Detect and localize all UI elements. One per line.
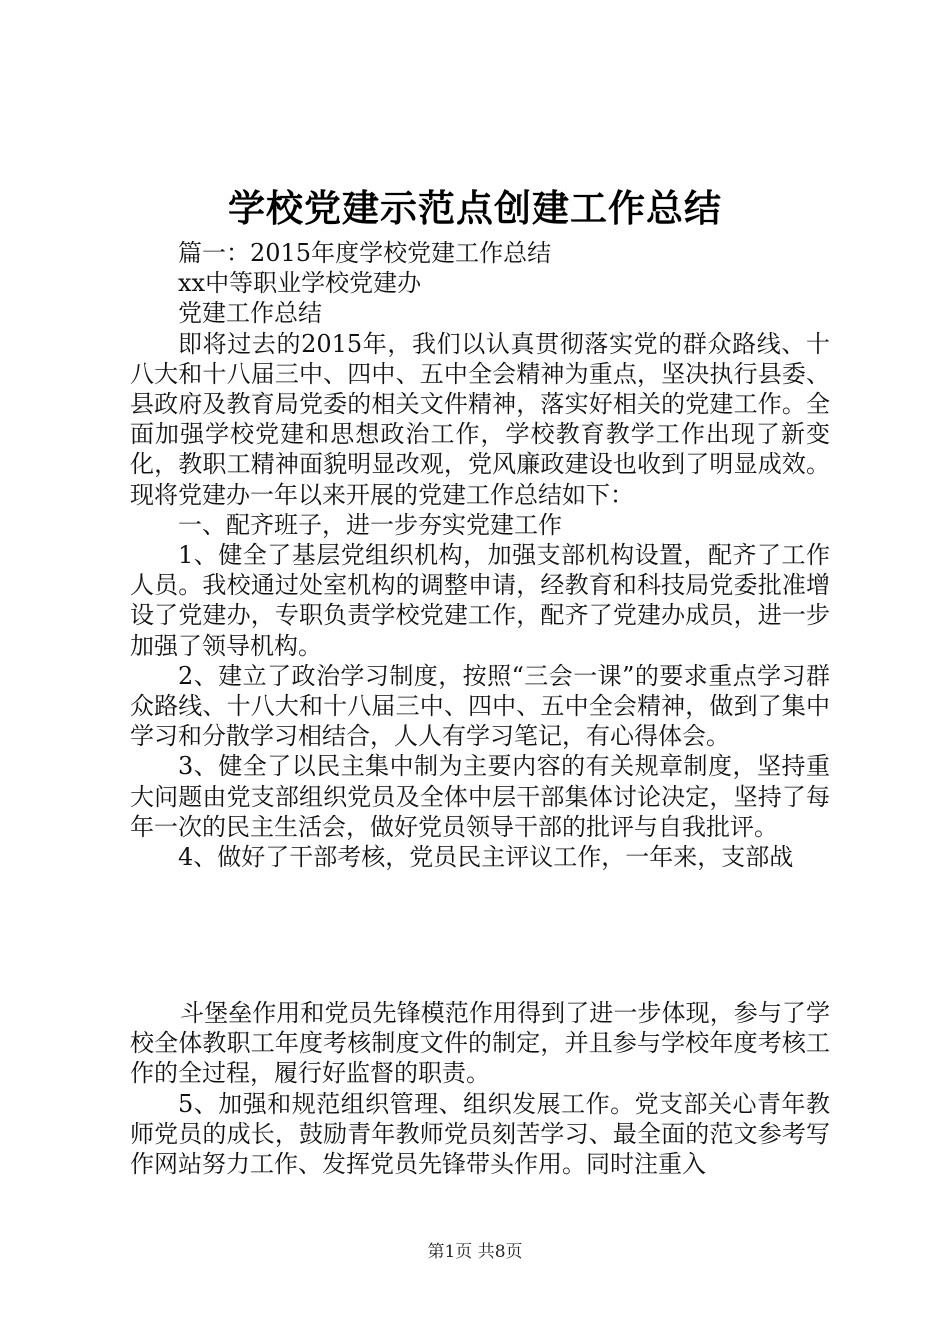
page-number-footer: 第1页 共8页: [427, 1242, 523, 1262]
section-heading: 篇一：2015年度学校党建工作总结: [178, 239, 552, 267]
item-paragraph-1: 1、健全了基层党组织机构，加强支部机构设置，配齐了工作人员。我校通过处室机构的调整申请，经教育和科技局党委批准增设了党建办，专职负责学校党建工作，配齐了党建办成员，进一步加强了领导机构。: [130, 541, 830, 660]
body-section-1: [130, 238, 830, 872]
heading-part-one: 一、配齐班子，进一步夯实党建工作: [178, 510, 562, 539]
body-section-2: [130, 998, 830, 1179]
item-paragraph-5: 5、加强和规范组织管理、组织发展工作。党支部关心青年教师党员的成长，鼓励青年教师党员刻苦学习、最全面的范文参考写作网站努力工作、发挥党员先锋带头作用。同时注重入: [130, 1089, 830, 1179]
item-paragraph-2: 2、建立了政治学习制度，按照“三会一课”的要求重点学习群众路线、十八大和十八届三中、四中、五中全会精神，做到了集中学习和分散学习相结合，人人有学习笔记，有心得体会。: [130, 661, 830, 751]
intro-paragraph: 即将过去的2015年，我们以认真贯彻落实党的群众路线、十八大和十八届三中、四中、五中全会精神为重点，坚决执行县委、县政府及教育局党委的相关文件精神，落实好相关的党建工作。全面加强学校党建和思想政治工作，学校教育教学工作出现了新变化，教职工精神面貌明显改观，党风廉政建设也收到了明显成效。现将党建办一年以来开展的党建工作总结如下：: [130, 329, 830, 509]
item-paragraph-3: 3、健全了以民主集中制为主要内容的有关规章制度，坚持重大问题由党支部组织党员及全体中层干部集体讨论决定，坚持了每年一次的民主生活会，做好党员领导干部的批评与自我批评。: [130, 752, 830, 841]
continued-paragraph: 斗堡垒作用和党员先锋模范作用得到了进一步体现，参与了学校全体教职工年度考核制度文件的制定，并且参与学校年度考核工作的全过程，履行好监督的职责。: [130, 999, 830, 1088]
organization-line: xx中等职业学校党建办: [178, 269, 422, 298]
item-paragraph-4: 4、做好了干部考核，党员民主评议工作，一年来，支部战: [178, 843, 794, 872]
document-title: 学校党建示范点创建工作总结: [228, 186, 722, 230]
subtitle-line: 党建工作总结: [178, 299, 322, 328]
